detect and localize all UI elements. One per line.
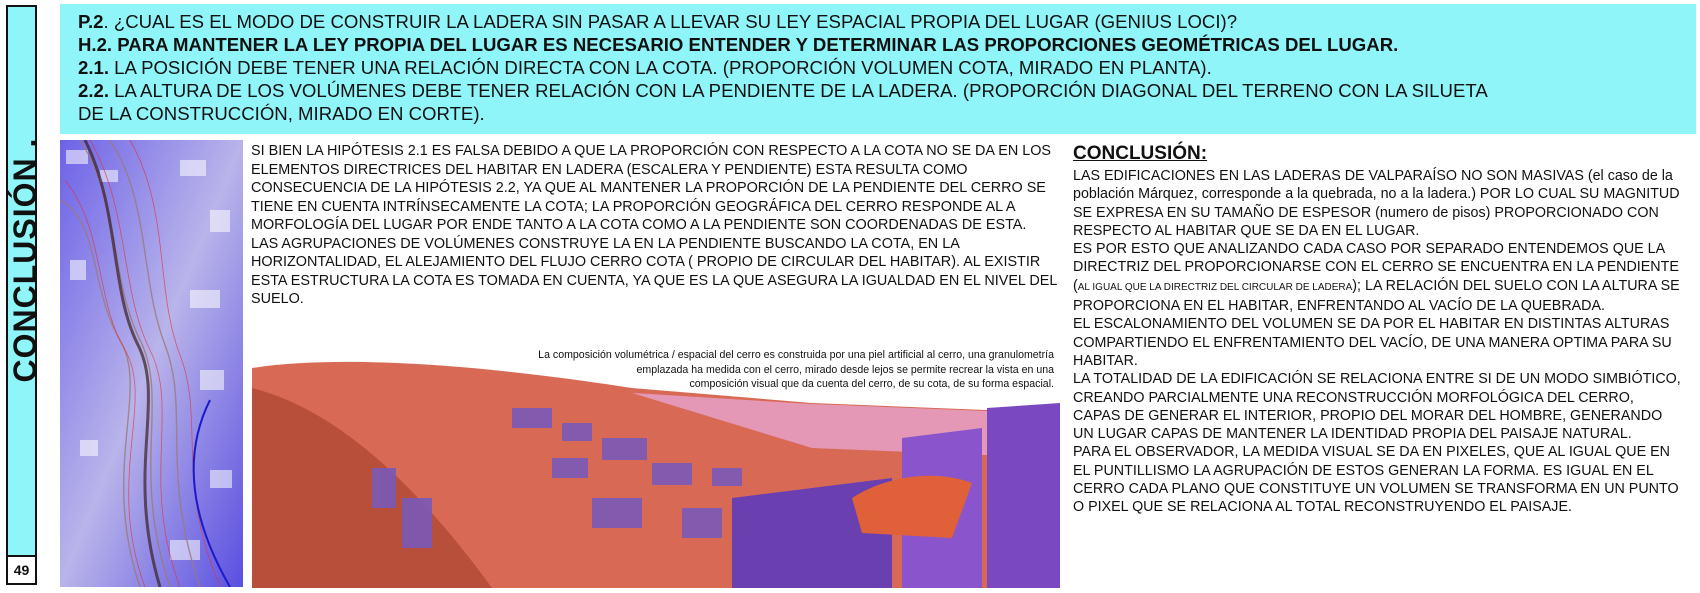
hypothesis-line: H.2. PARA MANTENER LA LEY PROPIA DEL LUGAR ES NECESARIO ENTENDER Y DETERMINAR LAS PROPORCIONES GEOMÉTRICAS DEL LUGAR. [78, 34, 1399, 55]
question-text: . ¿CUAL ES EL MODO DE CONSTRUIR LA LADERA SIN PASAR A LLEVAR SU LEY ESPACIAL PROPIA DEL LUGAR (GENIUS LOCI)? [103, 11, 1238, 32]
photo-caption-line-2: emplazada ha medida con el cerro, mirado desde lejos se permite recrear la vista en una [636, 363, 1054, 376]
sidebar [6, 5, 43, 585]
analysis-text [251, 142, 1061, 309]
conclusion-paragraph-2-b: ); LA RELACIÓN DEL SUELO CON LA ALTURA SE PROPORCIONA EN EL HABITAR, ENFRENTANDO AL VACÍO DE LA QUEBRADA. [1073, 277, 1680, 315]
hypothesis-2-1-text: LA POSICIÓN DEBE TENER UNA RELACIÓN DIRECTA CON LA COTA. (PROPORCIÓN VOLUMEN COTA, MIRADO EN PLANTA). [109, 57, 1212, 78]
photo-caption-line-1: La composición volumétrica / espacial del cerro es construida por una piel artificial al cerro, una granulometría [538, 349, 1054, 361]
hypothesis-2-2-text: LA ALTURA DE LOS VOLÚMENES DEBE TENER RELACIÓN CON LA PENDIENTE DE LA LADERA. (PROPORCIÓN DIAGONAL DEL TERRENO CON LA SILUETA [109, 80, 1488, 101]
conclusion-paragraph-4: LA TOTALIDAD DE LA EDIFICACIÓN SE RELACIONA ENTRE SI DE UN MODO SIMBIÓTICO, CREANDO PARCIALMENTE UNA RECONSTRUCCIÓN MORFOLÓGICA DEL CERRO, CAPAS DE GENERAR EL INTERIOR, PROPIO DEL MORAR DEL HOMBRE, GENERANDO UN LUGAR CAPAS DE MANTENER LA IDENTIDAD PROPIA DEL PAISAJE NATURAL. [1073, 371, 1681, 443]
conclusion-title: CONCLUSIÓN: [1073, 143, 1208, 164]
conclusion-block [1073, 143, 1683, 517]
hillside-photo [252, 348, 1060, 588]
question-label: P.2 [78, 11, 104, 32]
photo-caption [454, 348, 1054, 392]
header-box [60, 4, 1696, 134]
hypothesis-2-2-label: 2.2. [78, 80, 110, 101]
conclusion-paragraph-2 [1073, 240, 1683, 315]
analysis-paragraph-1: SI BIEN LA HIPÓTESIS 2.1 ES FALSA DEBIDO A QUE LA PROPORCIÓN CON RESPECTO A LA COTA NO SE DA EN LOS ELEMENTOS DIRECTRICES DEL HABITAR EN LADERA (ESCALERA Y PENDIENTE) ESTA RESULTA COMO CONSECUENCIA DE LA HIPÓTESIS 2.2, YA QUE AL MANTENER LA PROPORCIÓN DE LA PENDIENTE DEL CERRO SE TIENE EN CUENTA INTRÍNSECAMENTE LA COTA; LA PROPORCIÓN GEOGRÁFICA DEL CERRO RESPONDE AL A MORFOLOGÍA DEL LUGAR POR ENDE TANTO A LA COTA COMO A LA PENDIENTE SON COORDENADAS DE ESTA. [251, 143, 1052, 233]
conclusion-paragraph-3: EL ESCALONAMIENTO DEL VOLUMEN SE DA POR EL HABITAR EN DISTINTAS ALTURAS COMPARTIENDO EL ENFRENTAMIENTO DEL VACÍO, DE UNA MANERA OPTIMA PARA SU HABITAR. [1073, 316, 1672, 369]
analysis-paragraph-2: LAS AGRUPACIONES DE VOLÚMENES CONSTRUYE LA EN LA PENDIENTE BUSCANDO LA COTA, EN LA HORIZONTALIDAD, EL ALEJAMIENTO DEL FLUJO CERRO COTA ( PROPIO DE CIRCULAR DEL HABITAR). AL EXISTIR ESTA ESTRUCTURA LA COTA ES TOMADA EN CUENTA, YA QUE ES LA QUE ASEGURA LA IGUALDAD EN EL NIVEL DEL SUELO. [251, 235, 1057, 307]
page-number: 49 [8, 555, 35, 583]
sidebar-title: CONCLUSIÓN . [7, 137, 43, 383]
conclusion-paragraph-2-a: ES POR ESTO QUE ANALIZANDO CADA CASO POR SEPARADO ENTENDEMOS QUE LA DIRECTRIZ DEL PROPORCIONARSE CON EL CERRO SE ENCUENTRA EN LA PENDIENTE ( [1073, 241, 1679, 294]
hypothesis-2-1 [78, 56, 1696, 79]
conclusion-paragraph-1: LAS EDIFICACIONES EN LAS LADERAS DE VALPARAÍSO NO SON MASIVAS (el caso de la población Márquez, corresponde a la quebrada, no a la ladera.) POR LO CUAL SU MAGNITUD SE EXPRESA EN SU TAMAÑO DE ESPESOR (numero de pisos) PROPORCIONADO CON RESPECTO AL HABITAR QUE SE DA EN EL LUGAR. [1073, 168, 1680, 239]
aerial-map-graphic [60, 140, 243, 587]
hypothesis-2-1-label: 2.1. [78, 57, 110, 78]
aerial-map-image [60, 140, 243, 587]
hypothesis-2-2 [78, 79, 1696, 102]
conclusion-paragraph-5: PARA EL OBSERVADOR, LA MEDIDA VISUAL SE DA EN PIXELES, QUE AL IGUAL QUE EN EL PUNTILLISMO LA AGRUPACIÓN DE ESTOS GENERAN LA FORMA. ES IGUAL EN EL CERRO CADA PLANO QUE CONSTITUYE UN VOLUMEN SE TRANSFORMA EN UN PUNTO O PIXEL QUE SE RELACIONA AL TOTAL RECONSTRUYENDO EL PAISAJE. [1073, 444, 1679, 516]
hypothesis-2-2-continued: DE LA CONSTRUCCIÓN, MIRADO EN CORTE). [78, 103, 485, 124]
conclusion-paragraph-2-small: AL IGUAL QUE LA DIRECTRIZ DEL CIRCULAR DE LADERA [1077, 281, 1353, 293]
question-line [78, 10, 1696, 33]
photo-caption-line-3: composición visual que da cuenta del cerro, de su cota, de su forma espacial. [689, 378, 1054, 390]
